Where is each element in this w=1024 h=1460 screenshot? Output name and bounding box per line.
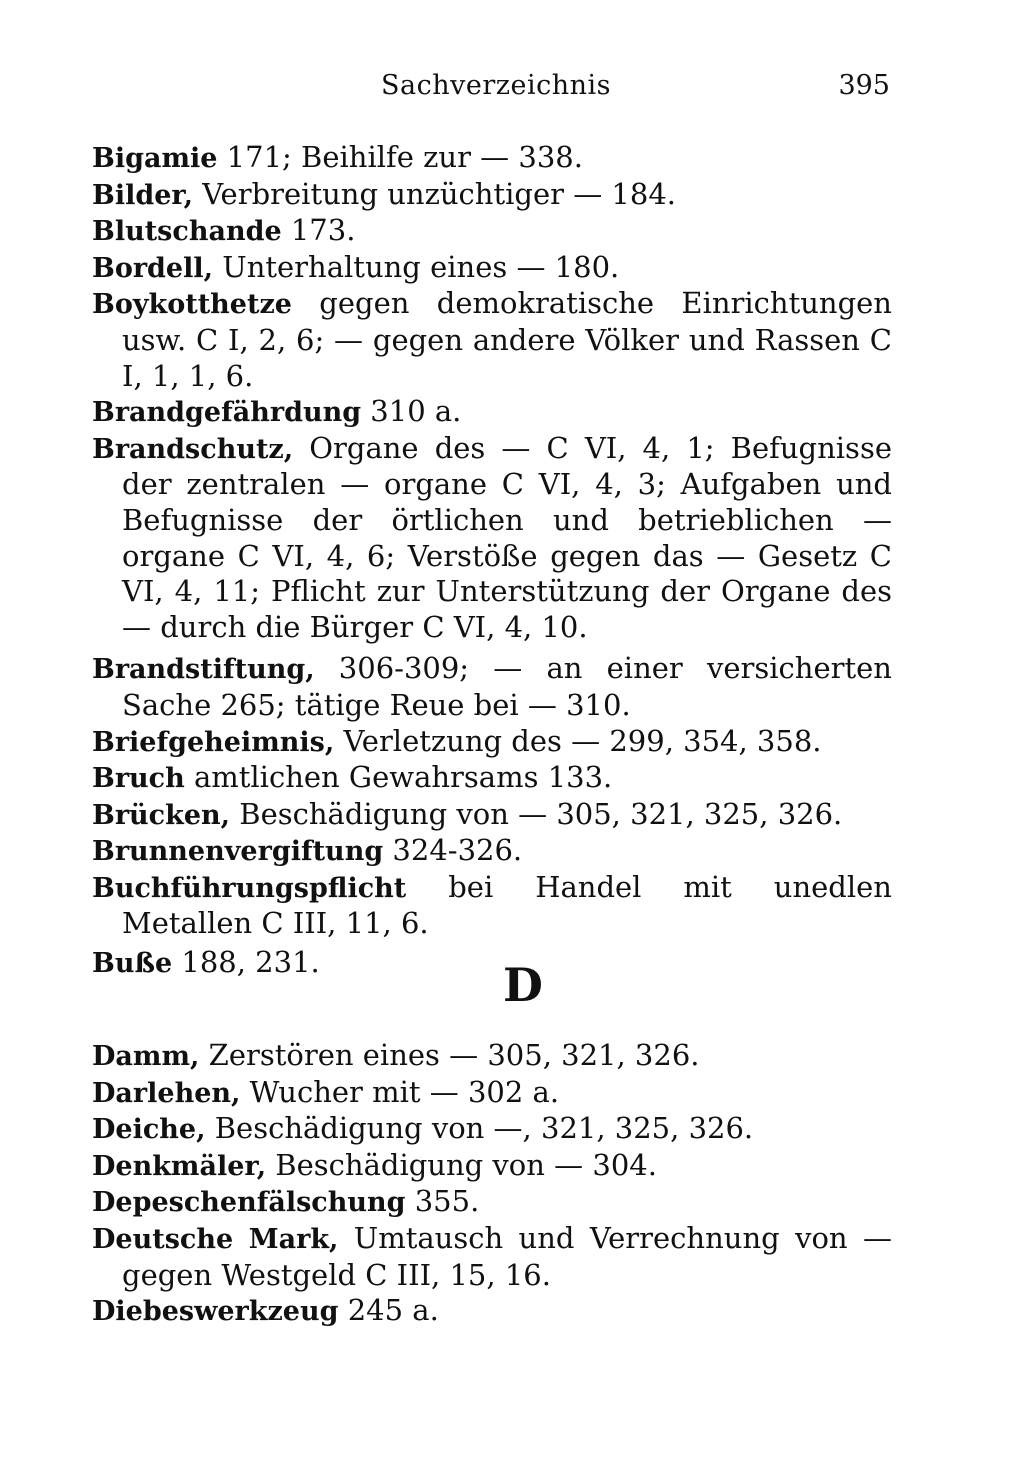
- entry-text: 306-309; — an einer versicherten Sache 265; tätige Reue bei — 310.: [122, 651, 892, 722]
- entry-lemma: Depeschenfälschung: [92, 1187, 406, 1219]
- index-entry: [92, 1075, 892, 1112]
- index-entry: [92, 833, 892, 870]
- entry-lemma: Diebeswerkzeug: [92, 1296, 339, 1328]
- section-letter-heading: D: [503, 958, 543, 1012]
- entry-lemma: Darlehen,: [92, 1077, 241, 1109]
- index-entry: [92, 286, 892, 394]
- entry-text: Umtausch und Verrechnung von — gegen Westgeld C III, 15, 16.: [122, 1220, 892, 1292]
- entry-lemma: Denkmäler,: [92, 1150, 267, 1182]
- index-entry: [92, 1293, 892, 1330]
- entry-text: 171; Beihilfe zur — 338.: [217, 140, 583, 174]
- entry-text: 310 a.: [361, 394, 462, 429]
- entry-lemma: Buchführungspflicht: [92, 872, 407, 904]
- index-entry: [92, 213, 892, 250]
- index-entry: [92, 140, 892, 177]
- index-entry: [92, 394, 892, 431]
- entry-lemma: Bilder,: [92, 179, 194, 211]
- entry-text: Beschädigung von —, 321, 325, 326.: [205, 1111, 754, 1146]
- entry-text: Organe des — C VI, 4, 1; Befugnisse der zentralen — organe C VI, 4, 3; Aufgaben und Befugnisse der örtlichen und betrieblichen — organe C VI, 4, 6; Verstöße gegen das — Gesetz C VI, 4, 11; Pflicht zur Unterstützung der Organe des — durch die Bürger C VI, 4, 10.: [122, 430, 892, 644]
- index-entry: [92, 724, 892, 761]
- index-entry: [92, 250, 892, 287]
- entry-text: Wucher mit — 302 a.: [240, 1074, 560, 1109]
- index-entry: [92, 1148, 892, 1185]
- index-entry: [92, 760, 892, 797]
- entry-text: amtlichen Gewahrsams 133.: [184, 760, 613, 795]
- index-entry: [92, 1184, 892, 1221]
- index-entry: [92, 651, 892, 723]
- running-title: Sachverzeichnis: [381, 70, 611, 101]
- entry-lemma: Brandgefährdung: [92, 397, 362, 429]
- entry-text: gegen demokratische Einrichtungen usw. C I, 2, 6; — gegen andere Völker und Rassen C I, 1, 1, 6.: [122, 286, 892, 393]
- entry-lemma: Buße: [92, 948, 173, 980]
- entry-lemma: Brücken,: [92, 799, 231, 831]
- entry-lemma: Briefgeheimnis,: [92, 726, 335, 758]
- entry-text: 355.: [405, 1184, 480, 1219]
- page-number: 395: [838, 70, 890, 101]
- entry-lemma: Bordell,: [92, 252, 214, 284]
- entry-text: 324-326.: [383, 833, 523, 868]
- index-entry: [92, 870, 892, 942]
- entry-text: Beschädigung von — 304.: [266, 1147, 657, 1182]
- entry-lemma: Bigamie: [92, 143, 218, 174]
- entry-lemma: Brunnenvergiftung: [92, 836, 384, 868]
- entry-text: Beschädigung von — 305, 321, 325, 326.: [230, 796, 843, 831]
- entry-lemma: Deutsche Mark,: [92, 1223, 339, 1255]
- entry-lemma: Bruch: [92, 763, 185, 795]
- entry-text: 188, 231.: [172, 945, 320, 980]
- entry-text: Unterhaltung eines — 180.: [213, 249, 620, 284]
- entry-lemma: Blutschande: [92, 216, 282, 248]
- entry-text: bei Handel mit unedlen Metallen C III, 11, 6.: [122, 869, 892, 941]
- index-section-d: [92, 1038, 892, 1330]
- entry-lemma: Boykotthetze: [92, 289, 292, 321]
- page-header: [92, 70, 900, 110]
- entry-text: 173.: [281, 213, 356, 248]
- index-entry: [92, 1038, 892, 1075]
- index-section-b: [92, 140, 892, 982]
- index-entry: [92, 1111, 892, 1148]
- index-entry: [92, 431, 892, 646]
- index-entry: [92, 797, 892, 834]
- index-entry: [92, 177, 892, 214]
- entry-lemma: Brandschutz,: [92, 433, 294, 465]
- entry-lemma: Damm,: [92, 1041, 200, 1072]
- entry-lemma: Deiche,: [92, 1114, 206, 1146]
- entry-text: Zerstören eines — 305, 321, 326.: [199, 1038, 700, 1072]
- entry-text: 245 a.: [338, 1293, 439, 1328]
- entry-lemma: Brandstiftung,: [92, 654, 315, 686]
- entry-text: Verletzung des — 299, 354, 358.: [334, 723, 822, 758]
- entry-text: Verbreitung unzüchtiger — 184.: [193, 176, 676, 211]
- index-entry: [92, 1221, 892, 1293]
